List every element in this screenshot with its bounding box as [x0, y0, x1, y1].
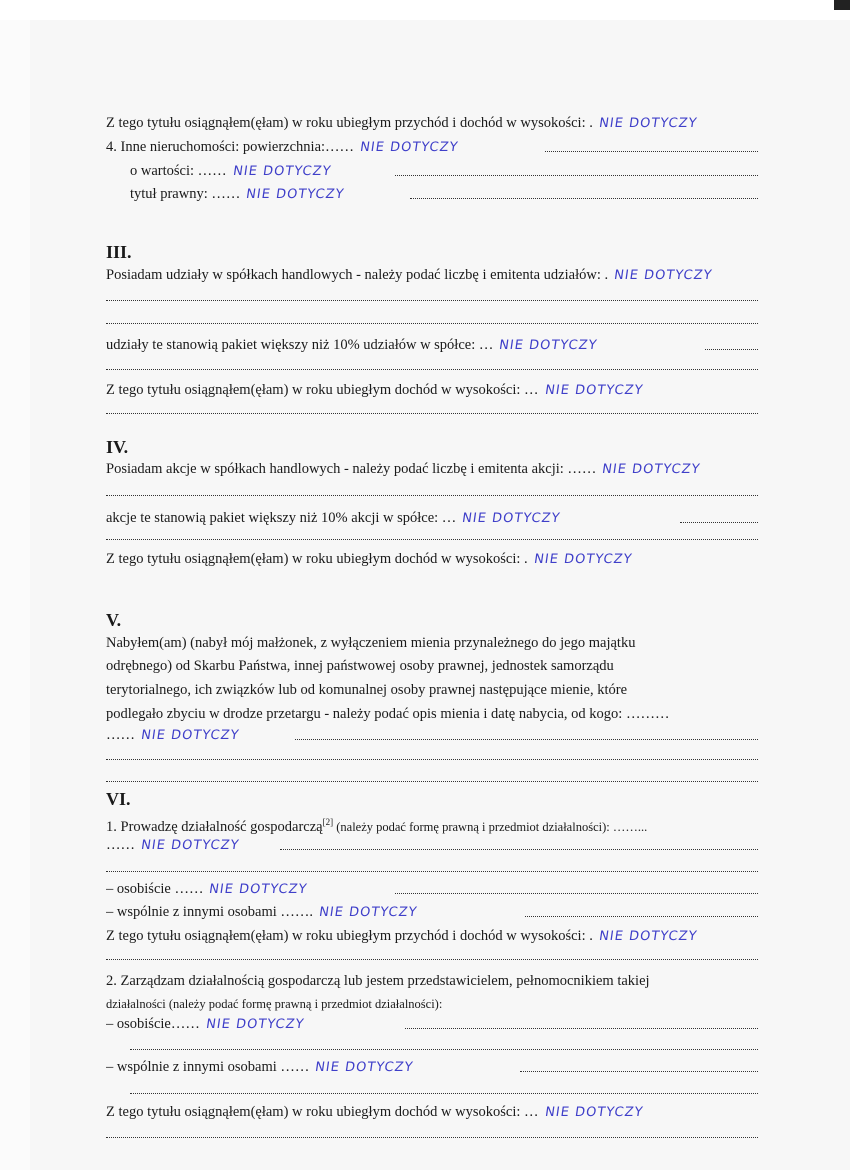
- acquisition-answer: …… NIE DOTYCZY: [106, 727, 241, 743]
- scan-corner-mark: [834, 0, 850, 10]
- management-income-line: Z tego tytułu osiągnąłem(ęłam) w roku ubiegłym dochód w wysokości: … NIE DOTYCZY: [106, 1104, 644, 1120]
- dotted-fill: [280, 848, 758, 850]
- acquisition-text-2: odrębnego) od Skarbu Państwa, innej państwowej osoby prawnej, jednostek samorządu: [106, 658, 614, 674]
- section-heading-v: V.: [106, 610, 122, 630]
- dotted-line: [106, 870, 758, 872]
- scan-top-margin: [0, 0, 850, 20]
- dotted-line: [106, 412, 758, 414]
- dotted-fill: [295, 738, 758, 740]
- stocks-over-10-line: akcje te stanowią pakiet większy niż 10% akcji w spółce: … NIE DOTYCZY: [106, 510, 562, 526]
- dotted-line: [130, 1092, 758, 1094]
- dotted-line: [106, 538, 758, 540]
- management-line-1: 2. Zarządzam działalnością gospodarczą lub jestem przedstawicielem, pełnomocnikiem takiej: [106, 973, 650, 989]
- shares-line: Posiadam udziały w spółkach handlowych - należy podać liczbę i emitenta udziałów: . NIE DOTYCZY: [106, 267, 714, 283]
- section-heading-iii: III.: [106, 242, 132, 262]
- business-activity-line: 1. Prowadzę działalność gospodarczą[2] (należy podać formę prawną i przedmiot działalności): ……...: [106, 817, 648, 835]
- dotted-line: [106, 958, 758, 960]
- dotted-fill: [395, 174, 758, 176]
- dotted-line: [106, 299, 758, 301]
- shares-income-line: Z tego tytułu osiągnąłem(ęłam) w roku ubiegłym dochód w wysokości: … NIE DOTYCZY: [106, 382, 644, 398]
- dotted-line: [106, 494, 758, 496]
- dotted-fill: [680, 521, 758, 523]
- dotted-line: [106, 1136, 758, 1138]
- other-property-area: 4. Inne nieruchomości: powierzchnia:…… NIE DOTYCZY: [106, 139, 460, 155]
- management-personally: – osobiście…… NIE DOTYCZY: [106, 1016, 306, 1032]
- business-personally: – osobiście …… NIE DOTYCZY: [106, 881, 309, 897]
- dotted-line: [106, 368, 758, 370]
- dotted-line: [106, 322, 758, 324]
- dotted-fill: [525, 915, 758, 917]
- dotted-fill: [405, 1027, 758, 1029]
- other-property-title: tytuł prawny: …… NIE DOTYCZY: [130, 186, 346, 202]
- acquisition-text-4: podlegało zbyciu w drodze przetargu - należy podać opis mienia i datę nabycia, od kogo: ………: [106, 706, 670, 722]
- shares-over-10-line: udziały te stanowią pakiet większy niż 10% udziałów w spółce: … NIE DOTYCZY: [106, 337, 599, 353]
- other-property-value: o wartości: …… NIE DOTYCZY: [130, 163, 333, 179]
- dotted-fill: [545, 150, 758, 152]
- dotted-fill: [705, 348, 758, 350]
- section-heading-vi: VI.: [106, 789, 131, 809]
- business-income-line: Z tego tytułu osiągnąłem(ęłam) w roku ubiegłym przychód i dochód w wysokości: . NIE DOTYCZY: [106, 928, 699, 944]
- dotted-fill: [410, 197, 758, 199]
- dotted-line: [130, 1048, 758, 1050]
- business-jointly: – wspólnie z innymi osobami ……. NIE DOTYCZY: [106, 904, 419, 920]
- section-heading-iv: IV.: [106, 437, 129, 457]
- dotted-fill: [520, 1070, 758, 1072]
- acquisition-text-3: terytorialnego, ich związków lub od komunalnej osoby prawnej następujące mienie, które: [106, 682, 628, 698]
- management-jointly: – wspólnie z innymi osobami …… NIE DOTYCZY: [106, 1059, 415, 1075]
- stocks-income-line: Z tego tytułu osiągnąłem(ęłam) w roku ubiegłym dochód w wysokości: . NIE DOTYCZY: [106, 551, 634, 567]
- dotted-line: [106, 780, 758, 782]
- management-line-2: działalności (należy podać formę prawną i przedmiot działalności):: [106, 997, 443, 1011]
- acquisition-text-1: Nabyłem(am) (nabył mój małżonek, z wyłączeniem mienia przynależnego do jego majątku: [106, 635, 636, 651]
- dotted-line: [106, 758, 758, 760]
- income-line-ii: Z tego tytułu osiągnąłem(ęłam) w roku ubiegłym przychód i dochód w wysokości: . NIE DOTYCZY: [106, 115, 699, 131]
- dotted-fill: [395, 892, 758, 894]
- business-activity-answer: …… NIE DOTYCZY: [106, 837, 241, 853]
- stocks-line: Posiadam akcje w spółkach handlowych - należy podać liczbę i emitenta akcji: …… NIE DOTYCZY: [106, 461, 702, 477]
